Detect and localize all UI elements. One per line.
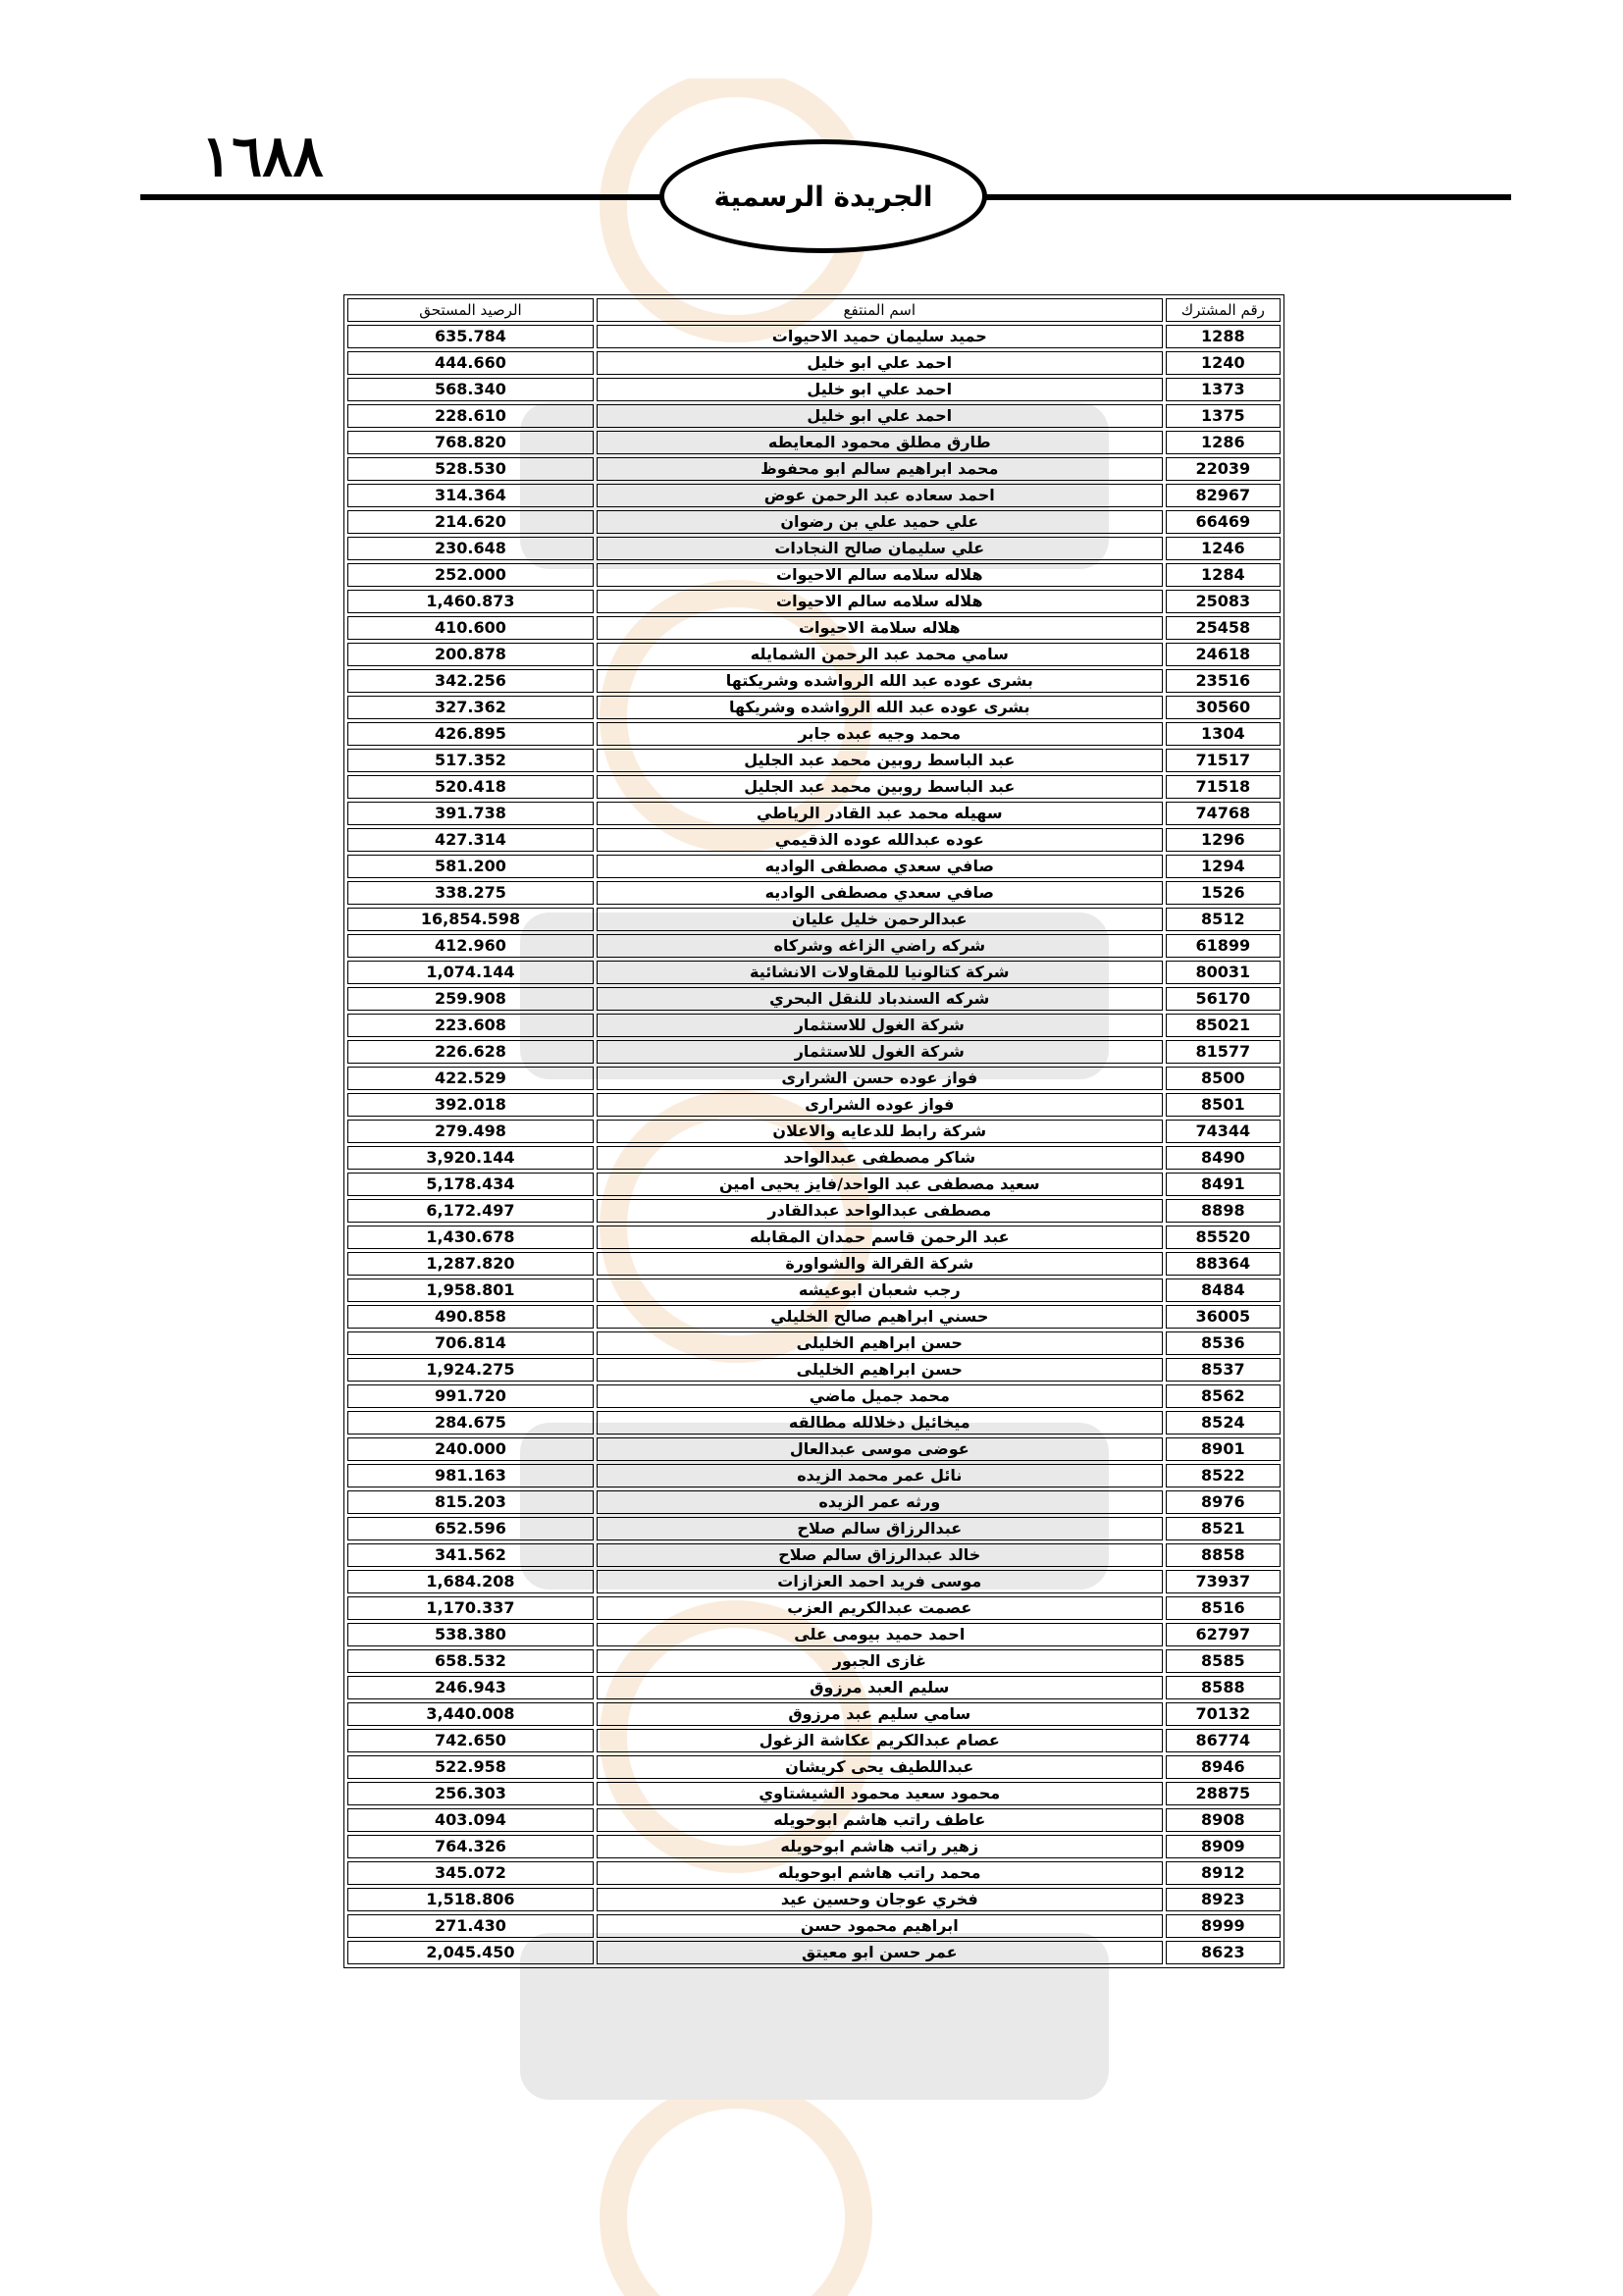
balance-due-cell: 252.000	[347, 563, 594, 587]
subscriber-number-cell: 1375	[1166, 404, 1281, 428]
beneficiary-name-cell: عبد الرحمن قاسم حمدان المقابله	[597, 1226, 1163, 1249]
table-row	[347, 378, 1281, 401]
subscriber-number-cell: 8521	[1166, 1517, 1281, 1540]
table-row	[347, 1120, 1281, 1143]
balance-due-cell: 981.163	[347, 1464, 594, 1487]
balance-due-cell: 223.608	[347, 1014, 594, 1037]
beneficiary-name-cell: حسن ابراهيم الخليلى	[597, 1331, 1163, 1355]
beneficiary-name-cell: بشرى عوده عبد الله الرواشده وشريكها	[597, 696, 1163, 719]
table-row	[347, 643, 1281, 666]
beneficiaries-table	[343, 294, 1284, 1968]
balance-due-cell: 658.532	[347, 1649, 594, 1673]
beneficiary-name-cell: شركة الغول للاستثمار	[597, 1040, 1163, 1064]
balance-due-cell: 1,074.144	[347, 961, 594, 984]
table-row	[347, 749, 1281, 772]
balance-due-cell: 256.303	[347, 1782, 594, 1805]
beneficiary-name-cell: محمد جميل ماضي	[597, 1384, 1163, 1408]
table-row	[347, 1199, 1281, 1223]
table-header-row	[347, 298, 1281, 322]
table-row	[347, 1331, 1281, 1355]
subscriber-number-cell: 1286	[1166, 431, 1281, 454]
balance-due-cell: 764.326	[347, 1835, 594, 1858]
subscriber-number-cell: 8858	[1166, 1543, 1281, 1567]
table-row	[347, 1861, 1281, 1885]
subscriber-number-cell: 28875	[1166, 1782, 1281, 1805]
table-row	[347, 1358, 1281, 1382]
table-row	[347, 616, 1281, 640]
subscriber-number-cell: 1288	[1166, 325, 1281, 348]
table-row	[347, 1278, 1281, 1302]
beneficiary-name-cell: شركة القرالة والشواورة	[597, 1252, 1163, 1276]
subscriber-number-cell: 8491	[1166, 1173, 1281, 1196]
beneficiary-name-cell: عبداللطيف يحى كريشان	[597, 1755, 1163, 1779]
table-row	[347, 1729, 1281, 1752]
beneficiary-name-cell: نائل عمر محمد الزيده	[597, 1464, 1163, 1487]
table-row	[347, 1623, 1281, 1646]
subscriber-number-cell: 8946	[1166, 1755, 1281, 1779]
subscriber-number-cell: 80031	[1166, 961, 1281, 984]
balance-due-cell: 815.203	[347, 1490, 594, 1514]
beneficiary-name-cell: سليم العبد مرزوق	[597, 1676, 1163, 1699]
beneficiary-name-cell: عمر حسن ابو معيتق	[597, 1941, 1163, 1964]
balance-due-cell: 1,430.678	[347, 1226, 594, 1249]
balance-due-cell: 426.895	[347, 722, 594, 746]
beneficiary-name-cell: عصام عبدالكريم عكاشة الزغول	[597, 1729, 1163, 1752]
balance-due-cell: 327.362	[347, 696, 594, 719]
balance-due-cell: 1,287.820	[347, 1252, 594, 1276]
subscriber-number-cell: 61899	[1166, 934, 1281, 958]
beneficiary-name-cell: شركة رابط للدعايه والاعلان	[597, 1120, 1163, 1143]
page-number: ١٦٨٨	[201, 123, 324, 189]
table-row	[347, 457, 1281, 481]
balance-due-cell: 742.650	[347, 1729, 594, 1752]
balance-due-cell: 422.529	[347, 1067, 594, 1090]
beneficiary-name-cell: محمد وجيه عبده جابر	[597, 722, 1163, 746]
table-row	[347, 1384, 1281, 1408]
beneficiary-name-cell: موسى فريد احمد العزازات	[597, 1570, 1163, 1593]
subscriber-number-cell: 23516	[1166, 669, 1281, 693]
table-row	[347, 1755, 1281, 1779]
subscriber-number-cell: 62797	[1166, 1623, 1281, 1646]
balance-due-cell: 522.958	[347, 1755, 594, 1779]
beneficiary-name-cell: غازى الجبور	[597, 1649, 1163, 1673]
beneficiary-name-cell: مصطفى عبدالواحد عبدالقادر	[597, 1199, 1163, 1223]
subscriber-number-cell: 1246	[1166, 537, 1281, 560]
subscriber-number-cell: 8490	[1166, 1146, 1281, 1170]
beneficiary-name-cell: سامي محمد عبد الرحمن الشمايله	[597, 643, 1163, 666]
table-row	[347, 1782, 1281, 1805]
table-row	[347, 590, 1281, 613]
beneficiary-name-cell: سامي سليم عبد مرزوق	[597, 1702, 1163, 1726]
subscriber-number-cell: 8516	[1166, 1596, 1281, 1620]
beneficiary-name-cell: هلاله سلامه سالم الاحيوات	[597, 590, 1163, 613]
beneficiary-name-cell: شركة الغول للاستثمار	[597, 1014, 1163, 1037]
beneficiary-name-cell: عصمت عبدالكريم العزب	[597, 1596, 1163, 1620]
subscriber-number-cell: 8537	[1166, 1358, 1281, 1382]
balance-due-cell: 228.610	[347, 404, 594, 428]
balance-due-cell: 214.620	[347, 510, 594, 534]
subscriber-number-cell: 66469	[1166, 510, 1281, 534]
beneficiary-name-cell: محمد ابراهيم سالم ابو محفوظ	[597, 457, 1163, 481]
balance-due-cell: 410.600	[347, 616, 594, 640]
subscriber-number-cell: 71517	[1166, 749, 1281, 772]
subscriber-number-cell: 1294	[1166, 855, 1281, 878]
beneficiary-name-cell: صافي سعدي مصطفى الواديه	[597, 855, 1163, 878]
subscriber-number-cell: 8908	[1166, 1808, 1281, 1832]
balance-due-cell: 652.596	[347, 1517, 594, 1540]
table-row	[347, 1464, 1281, 1487]
subscriber-number-cell: 8536	[1166, 1331, 1281, 1355]
subscriber-number-cell: 30560	[1166, 696, 1281, 719]
table-row	[347, 1570, 1281, 1593]
table-row	[347, 1888, 1281, 1911]
beneficiary-name-cell: زهير راتب هاشم ابوحويله	[597, 1835, 1163, 1858]
beneficiary-name-cell: شركة كتالونيا للمقاولات الانشائية	[597, 961, 1163, 984]
table-row	[347, 1835, 1281, 1858]
beneficiary-name-cell: هلاله سلامه سالم الاحيوات	[597, 563, 1163, 587]
subscriber-number-cell: 8522	[1166, 1464, 1281, 1487]
beneficiary-name-cell: شركه السندباد للنقل البحري	[597, 987, 1163, 1011]
table-row	[347, 404, 1281, 428]
balance-due-cell: 271.430	[347, 1914, 594, 1938]
table-row	[347, 563, 1281, 587]
balance-due-cell: 392.018	[347, 1093, 594, 1117]
balance-due-cell: 391.738	[347, 802, 594, 825]
beneficiary-name-cell: عبدالرحمن خليل عليان	[597, 908, 1163, 931]
table-row	[347, 961, 1281, 984]
subscriber-number-cell: 8923	[1166, 1888, 1281, 1911]
balance-due-cell: 1,518.806	[347, 1888, 594, 1911]
beneficiary-name-cell: عاطف راتب هاشم ابوحويله	[597, 1808, 1163, 1832]
balance-due-cell: 706.814	[347, 1331, 594, 1355]
table-row	[347, 1093, 1281, 1117]
subscriber-number-cell: 8898	[1166, 1199, 1281, 1223]
subscriber-number-cell: 1373	[1166, 378, 1281, 401]
table-row	[347, 1490, 1281, 1514]
beneficiary-name-cell: علي حميد علي بن رضوان	[597, 510, 1163, 534]
beneficiary-name-cell: علي سليمان صالح النجادات	[597, 537, 1163, 560]
subscriber-number-cell: 8562	[1166, 1384, 1281, 1408]
table-row	[347, 1146, 1281, 1170]
table-row	[347, 881, 1281, 905]
subscriber-number-cell: 8588	[1166, 1676, 1281, 1699]
subscriber-number-cell: 8585	[1166, 1649, 1281, 1673]
subscriber-number-cell: 81577	[1166, 1040, 1281, 1064]
balance-due-cell: 5,178.434	[347, 1173, 594, 1196]
beneficiary-name-cell: عوده عبدالله عوده الذقيمي	[597, 828, 1163, 852]
subscriber-number-cell: 25083	[1166, 590, 1281, 613]
balance-due-cell: 427.314	[347, 828, 594, 852]
subscriber-number-cell: 8501	[1166, 1093, 1281, 1117]
table-row	[347, 722, 1281, 746]
table-row	[347, 1596, 1281, 1620]
subscriber-number-cell: 1240	[1166, 351, 1281, 375]
beneficiary-name-cell: عبدالرزاق سالم صلاح	[597, 1517, 1163, 1540]
table-row	[347, 484, 1281, 507]
table-row	[347, 1649, 1281, 1673]
balance-due-cell: 520.418	[347, 775, 594, 799]
table-row	[347, 510, 1281, 534]
subscriber-number-cell: 8484	[1166, 1278, 1281, 1302]
balance-due-cell: 1,684.208	[347, 1570, 594, 1593]
balance-due-cell: 338.275	[347, 881, 594, 905]
balance-due-cell: 635.784	[347, 325, 594, 348]
table-row	[347, 1040, 1281, 1064]
beneficiary-name-cell: حسني ابراهيم صالح الخليلي	[597, 1305, 1163, 1329]
table-row	[347, 855, 1281, 878]
beneficiary-name-cell: محمود سعيد محمود الشيشتاوي	[597, 1782, 1163, 1805]
balance-due-cell: 490.858	[347, 1305, 594, 1329]
subscriber-number-cell: 1304	[1166, 722, 1281, 746]
subscriber-number-cell: 8623	[1166, 1941, 1281, 1964]
beneficiary-name-cell: شركه راضي الزاغه وشركاه	[597, 934, 1163, 958]
balance-due-cell: 230.648	[347, 537, 594, 560]
balance-due-cell: 528.530	[347, 457, 594, 481]
table-row	[347, 828, 1281, 852]
balance-due-cell: 991.720	[347, 1384, 594, 1408]
subscriber-number-cell: 8999	[1166, 1914, 1281, 1938]
table-row	[347, 1941, 1281, 1964]
balance-due-cell: 200.878	[347, 643, 594, 666]
subscriber-number-cell: 22039	[1166, 457, 1281, 481]
beneficiary-name-cell: ابراهيم محمود حسن	[597, 1914, 1163, 1938]
beneficiary-name-cell: احمد علي ابو خليل	[597, 351, 1163, 375]
subscriber-number-cell: 1284	[1166, 563, 1281, 587]
column-header-beneficiary-name: اسم المنتفع	[597, 298, 1163, 322]
beneficiary-name-cell: رجب شعبان ابوعيشه	[597, 1278, 1163, 1302]
beneficiary-name-cell: محمد راتب هاشم ابوحويله	[597, 1861, 1163, 1885]
table-row	[347, 325, 1281, 348]
table-row	[347, 1914, 1281, 1938]
beneficiary-name-cell: عبد الباسط روبين محمد عبد الجليل	[597, 775, 1163, 799]
balance-due-cell: 1,924.275	[347, 1358, 594, 1382]
subscriber-number-cell: 73937	[1166, 1570, 1281, 1593]
table-body	[347, 325, 1281, 1964]
subscriber-number-cell: 85520	[1166, 1226, 1281, 1249]
balance-due-cell: 1,460.873	[347, 590, 594, 613]
beneficiary-name-cell: صافي سعدي مصطفى الواديه	[597, 881, 1163, 905]
balance-due-cell: 279.498	[347, 1120, 594, 1143]
subscriber-number-cell: 8512	[1166, 908, 1281, 931]
subscriber-number-cell: 25458	[1166, 616, 1281, 640]
subscriber-number-cell: 70132	[1166, 1702, 1281, 1726]
column-header-subscriber-number: رقم المشترك	[1166, 298, 1281, 322]
table-row	[347, 1543, 1281, 1567]
balance-due-cell: 259.908	[347, 987, 594, 1011]
table-row	[347, 1014, 1281, 1037]
beneficiary-name-cell: طارق مطلق محمود المعايطه	[597, 431, 1163, 454]
table-row	[347, 1305, 1281, 1329]
subscriber-number-cell: 85021	[1166, 1014, 1281, 1037]
table-row	[347, 537, 1281, 560]
beneficiary-name-cell: احمد علي ابو خليل	[597, 378, 1163, 401]
beneficiary-name-cell: هلاله سلامة الاحيوات	[597, 616, 1163, 640]
beneficiary-name-cell: عوضى موسى عبدالعال	[597, 1437, 1163, 1461]
balance-due-cell: 3,920.144	[347, 1146, 594, 1170]
balance-due-cell: 226.628	[347, 1040, 594, 1064]
balance-due-cell: 341.562	[347, 1543, 594, 1567]
beneficiary-name-cell: شاكر مصطفى عبدالواحد	[597, 1146, 1163, 1170]
table-row	[347, 1808, 1281, 1832]
table-row	[347, 669, 1281, 693]
table-row	[347, 1437, 1281, 1461]
subscriber-number-cell: 8500	[1166, 1067, 1281, 1090]
subscriber-number-cell: 86774	[1166, 1729, 1281, 1752]
balance-due-cell: 412.960	[347, 934, 594, 958]
balance-due-cell: 2,045.450	[347, 1941, 594, 1964]
balance-due-cell: 342.256	[347, 669, 594, 693]
balance-due-cell: 1,958.801	[347, 1278, 594, 1302]
masthead-oval	[659, 139, 987, 253]
subscriber-number-cell: 36005	[1166, 1305, 1281, 1329]
table-row	[347, 802, 1281, 825]
beneficiary-name-cell: حميد سليمان حميد الاحيوات	[597, 325, 1163, 348]
subscriber-number-cell: 71518	[1166, 775, 1281, 799]
balance-due-cell: 444.660	[347, 351, 594, 375]
beneficiary-name-cell: فخري عوجان وحسين عيد	[597, 1888, 1163, 1911]
table-row	[347, 351, 1281, 375]
table-row	[347, 696, 1281, 719]
subscriber-number-cell: 8909	[1166, 1835, 1281, 1858]
table-row	[347, 908, 1281, 931]
balance-due-cell: 517.352	[347, 749, 594, 772]
table-row	[347, 1173, 1281, 1196]
subscriber-number-cell: 56170	[1166, 987, 1281, 1011]
balance-due-cell: 3,440.008	[347, 1702, 594, 1726]
balance-due-cell: 6,172.497	[347, 1199, 594, 1223]
beneficiary-name-cell: سعيد مصطفى عبد الواحد/فايز يحيى امين	[597, 1173, 1163, 1196]
balance-due-cell: 403.094	[347, 1808, 594, 1832]
subscriber-number-cell: 8901	[1166, 1437, 1281, 1461]
table-row	[347, 1226, 1281, 1249]
balance-due-cell: 538.380	[347, 1623, 594, 1646]
subscriber-number-cell: 24618	[1166, 643, 1281, 666]
table-row	[347, 431, 1281, 454]
beneficiary-name-cell: احمد سعاده عبد الرحمن عوض	[597, 484, 1163, 507]
column-header-balance-due: الرصيد المستحق	[347, 298, 594, 322]
table-row	[347, 1702, 1281, 1726]
beneficiary-name-cell: احمد علي ابو خليل	[597, 404, 1163, 428]
balance-due-cell: 314.364	[347, 484, 594, 507]
balance-due-cell: 581.200	[347, 855, 594, 878]
beneficiary-name-cell: فواز عوده حسن الشرارى	[597, 1067, 1163, 1090]
table-row	[347, 1252, 1281, 1276]
balance-due-cell: 1,170.337	[347, 1596, 594, 1620]
beneficiary-name-cell: سهيله محمد عبد القادر الرياطي	[597, 802, 1163, 825]
beneficiary-name-cell: خالد عبدالرزاق سالم صلاح	[597, 1543, 1163, 1567]
balance-due-cell: 246.943	[347, 1676, 594, 1699]
balance-due-cell: 568.340	[347, 378, 594, 401]
beneficiary-name-cell: ورثه عمر الزيده	[597, 1490, 1163, 1514]
balance-due-cell: 284.675	[347, 1411, 594, 1435]
table-row	[347, 987, 1281, 1011]
subscriber-number-cell: 1296	[1166, 828, 1281, 852]
subscriber-number-cell: 8524	[1166, 1411, 1281, 1435]
table-row	[347, 934, 1281, 958]
beneficiary-name-cell: ميخائيل دخلالله مطالقه	[597, 1411, 1163, 1435]
subscriber-number-cell: 8976	[1166, 1490, 1281, 1514]
beneficiary-name-cell: فواز عوده الشرارى	[597, 1093, 1163, 1117]
table-row	[347, 1067, 1281, 1090]
beneficiary-name-cell: حسن ابراهيم الخليلى	[597, 1358, 1163, 1382]
beneficiary-name-cell: عبد الباسط روبين محمد عبد الجليل	[597, 749, 1163, 772]
subscriber-number-cell: 74768	[1166, 802, 1281, 825]
table-row	[347, 1676, 1281, 1699]
publication-title: الجريدة الرسمية	[713, 180, 933, 213]
subscriber-number-cell: 82967	[1166, 484, 1281, 507]
balance-due-cell: 16,854.598	[347, 908, 594, 931]
balance-due-cell: 240.000	[347, 1437, 594, 1461]
beneficiary-name-cell: احمد حميد بيومى على	[597, 1623, 1163, 1646]
subscriber-number-cell: 74344	[1166, 1120, 1281, 1143]
subscriber-number-cell: 88364	[1166, 1252, 1281, 1276]
balance-due-cell: 345.072	[347, 1861, 594, 1885]
table-row	[347, 1411, 1281, 1435]
beneficiary-name-cell: بشرى عوده عبد الله الرواشده وشريكتها	[597, 669, 1163, 693]
subscriber-number-cell: 8912	[1166, 1861, 1281, 1885]
balance-due-cell: 768.820	[347, 431, 594, 454]
table-row	[347, 1517, 1281, 1540]
subscriber-number-cell: 1526	[1166, 881, 1281, 905]
table-row	[347, 775, 1281, 799]
